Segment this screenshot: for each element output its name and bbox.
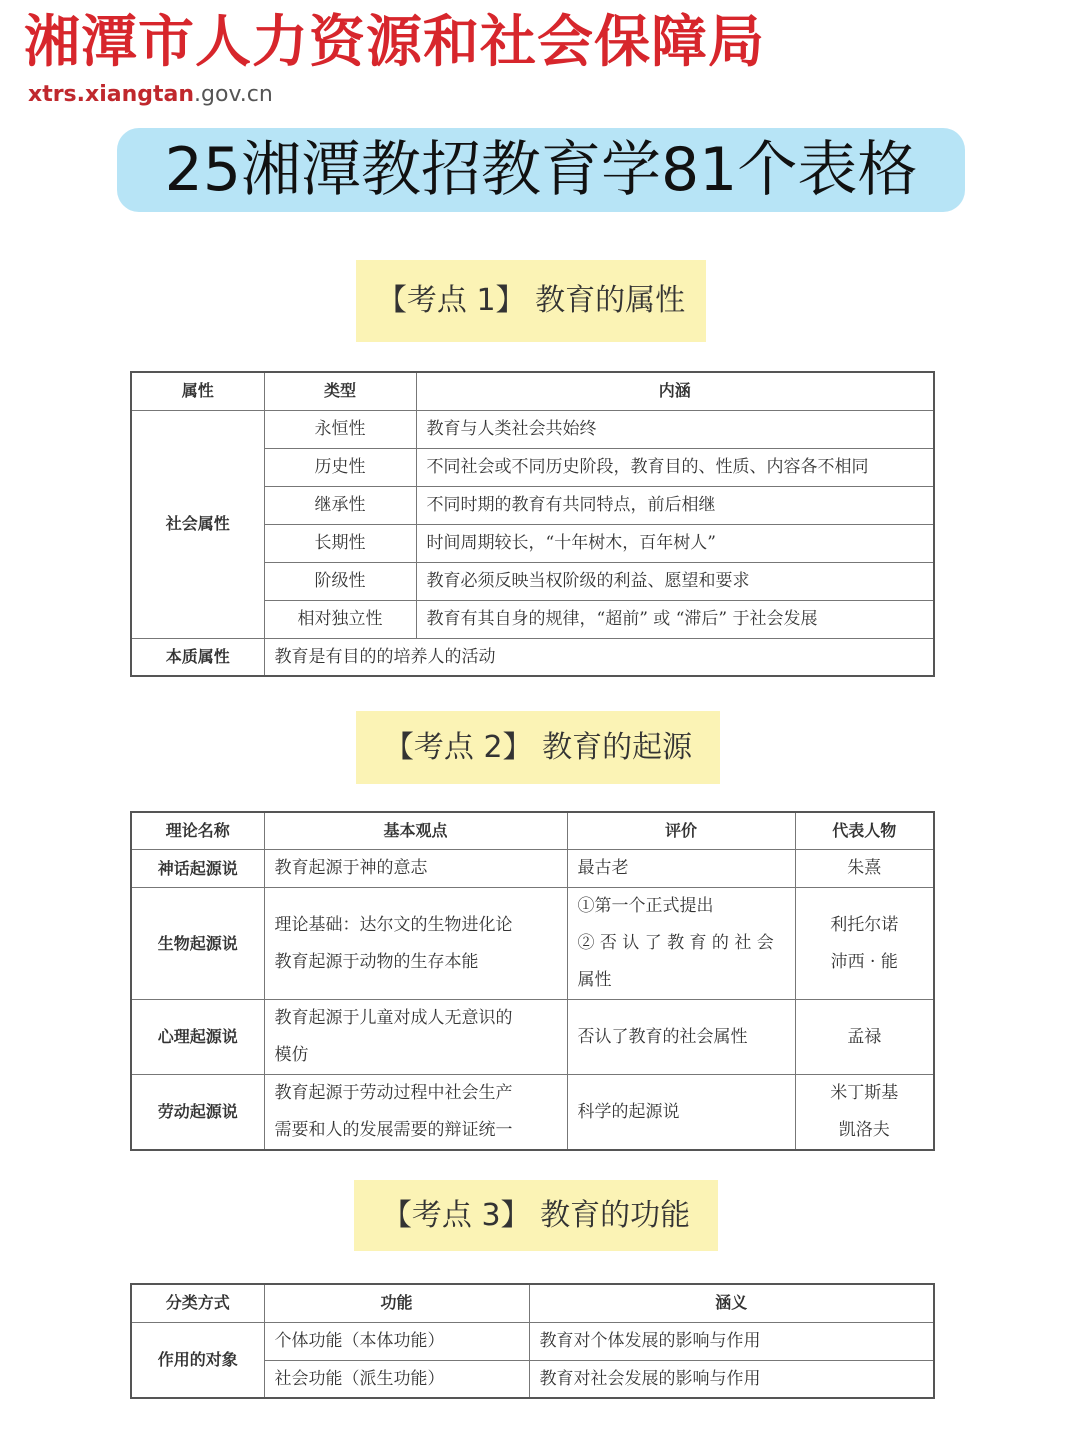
people-cell [795, 850, 934, 888]
meaning-cell: 教育对个体发展的影响与作用 [529, 1322, 934, 1360]
meaning-cell: 教育必须反映当权阶级的利益、愿望和要求 [416, 562, 934, 600]
header-cell: 代表人物 [795, 812, 934, 850]
group-label-target: 作用的对象 [131, 1322, 264, 1398]
view-line: 理论基础：达尔文的生物进化论 [274, 914, 513, 935]
function-cell: 个体功能（本体功能） [264, 1322, 529, 1360]
table-header-row [131, 1284, 934, 1322]
header-cell: 基本观点 [264, 812, 567, 850]
page-title-banner: 25湘潭教招教育学81个表格 [117, 128, 965, 212]
meaning-cell: 教育有其自身的规律，“超前” 或 “滞后” 于社会发展 [416, 600, 934, 638]
eval-line: 最古老 [577, 858, 629, 878]
theory-name-cell: 劳动起源说 [131, 1075, 264, 1151]
people-cell [795, 888, 934, 1000]
people-line: 利托尔诺 [830, 914, 899, 935]
table-header-row [131, 372, 934, 410]
people-line: 沛西 · 能 [830, 951, 898, 972]
functions-table [130, 1283, 935, 1399]
people-line: 凯洛夫 [838, 1120, 890, 1140]
header-cell: 涵义 [529, 1284, 934, 1322]
table-row [131, 850, 934, 888]
org-url-suffix: .gov.cn [194, 82, 273, 107]
eval-cell [567, 888, 795, 1000]
type-cell: 永恒性 [264, 410, 416, 448]
type-cell: 历史性 [264, 448, 416, 486]
table-row [131, 888, 934, 1000]
origin-table [130, 811, 935, 1151]
view-cell [264, 1000, 567, 1075]
type-cell: 继承性 [264, 486, 416, 524]
group-label-social: 社会属性 [131, 410, 264, 638]
view-cell [264, 850, 567, 888]
org-name: 湘潭市人力资源和社会保障局 [24, 10, 765, 75]
view-line: 需要和人的发展需要的辩证统一 [274, 1120, 513, 1140]
header-cell: 类型 [264, 372, 416, 410]
header-cell: 内涵 [416, 372, 934, 410]
eval-cell [567, 1075, 795, 1151]
people-cell [795, 1075, 934, 1151]
table-row [131, 1000, 934, 1075]
view-line: 教育起源于神的意志 [274, 858, 428, 878]
theory-name-cell: 生物起源说 [131, 888, 264, 1000]
view-line: 教育起源于动物的生存本能 [274, 951, 479, 972]
meaning-cell: 教育与人类社会共始终 [416, 410, 934, 448]
header-cell: 分类方式 [131, 1284, 264, 1322]
eval-line: ② 否 认 了 教 育 的 社 会 [577, 933, 774, 953]
theory-name-cell: 心理起源说 [131, 1000, 264, 1075]
theory-name-cell: 神话起源说 [131, 850, 264, 888]
eval-line: ①第一个正式提出 [577, 896, 714, 916]
org-url[interactable] [28, 80, 273, 110]
org-url-domain: xtrs.xiangtan [28, 82, 195, 107]
header-cell: 功能 [264, 1284, 529, 1322]
table-row [131, 1075, 934, 1151]
header-cell: 属性 [131, 372, 264, 410]
table-row [131, 1322, 934, 1360]
people-cell [795, 1000, 934, 1075]
eval-cell [567, 1000, 795, 1075]
view-line: 模仿 [274, 1045, 309, 1065]
meaning-cell: 教育对社会发展的影响与作用 [529, 1360, 934, 1398]
eval-cell [567, 850, 795, 888]
view-line: 教育起源于儿童对成人无意识的 [274, 1008, 513, 1028]
meaning-cell: 时间周期较长，“十年树木，百年树人” [416, 524, 934, 562]
table-row [131, 410, 934, 448]
function-cell: 社会功能（派生功能） [264, 1360, 529, 1398]
view-cell [264, 888, 567, 1000]
attributes-table [130, 371, 935, 677]
eval-line: 科学的起源说 [577, 1101, 680, 1122]
table-row [131, 638, 934, 676]
eval-line: 属性 [577, 970, 612, 990]
section-title-attributes: 【考点 1】 教育的属性 [356, 260, 706, 342]
view-cell [264, 1075, 567, 1151]
section-title-functions: 【考点 3】 教育的功能 [354, 1180, 718, 1251]
header-cell: 理论名称 [131, 812, 264, 850]
eval-line: 否认了教育的社会属性 [577, 1026, 748, 1047]
people-line: 米丁斯基 [830, 1083, 899, 1103]
meaning-cell: 不同时期的教育有共同特点，前后相继 [416, 486, 934, 524]
type-cell: 相对独立性 [264, 600, 416, 638]
meaning-cell: 不同社会或不同历史阶段，教育目的、性质、内容各不相同 [416, 448, 934, 486]
people-line: 孟禄 [847, 1026, 882, 1047]
people-line: 朱熹 [847, 858, 882, 878]
section-title-origin: 【考点 2】 教育的起源 [356, 711, 720, 784]
group-label-essence: 本质属性 [131, 638, 264, 676]
view-line: 教育起源于劳动过程中社会生产 [274, 1083, 513, 1103]
header-cell: 评价 [567, 812, 795, 850]
type-cell: 长期性 [264, 524, 416, 562]
essence-cell: 教育是有目的的培养人的活动 [264, 638, 934, 676]
table-header-row [131, 812, 934, 850]
type-cell: 阶级性 [264, 562, 416, 600]
